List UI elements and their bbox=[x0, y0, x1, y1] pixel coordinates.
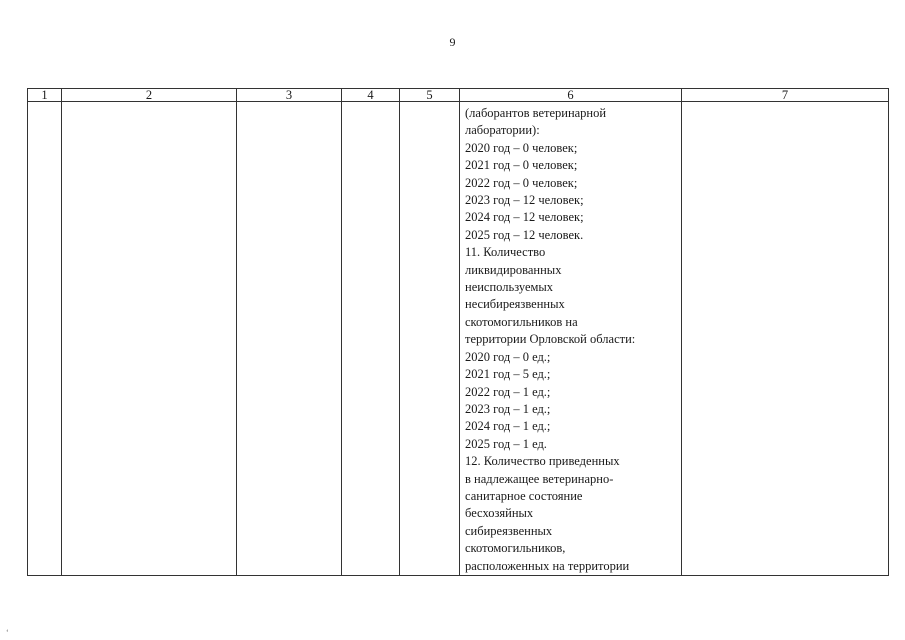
scan-mark: ‘ bbox=[6, 628, 9, 637]
cell-col-5 bbox=[400, 102, 460, 576]
document-table bbox=[27, 88, 889, 576]
column-header-6: 6 bbox=[460, 89, 682, 102]
text-line: лаборатории): bbox=[465, 123, 540, 138]
text-line: 2024 год – 12 человек; bbox=[465, 210, 584, 225]
cell-col-2 bbox=[62, 102, 237, 576]
text-line: несибиреязвенных bbox=[465, 297, 565, 312]
text-line: скотомогильников, bbox=[465, 541, 566, 556]
cell-col-6 bbox=[460, 102, 682, 576]
text-line: в надлежащее ветеринарно- bbox=[465, 471, 614, 486]
text-line: ликвидированных bbox=[465, 262, 562, 277]
column-header-3: 3 bbox=[237, 89, 342, 102]
text-line: 12. Количество приведенных bbox=[465, 454, 620, 469]
text-line: сибиреязвенных bbox=[465, 523, 553, 538]
cell-col-1 bbox=[28, 102, 62, 576]
text-line: территории Орловской области: bbox=[465, 332, 636, 347]
text-line: 2025 год – 1 ед. bbox=[465, 436, 547, 451]
cell-col-7 bbox=[682, 102, 889, 576]
indicator-text bbox=[460, 102, 681, 575]
text-line: 2021 год – 5 ед.; bbox=[465, 367, 551, 382]
cell-col-4 bbox=[342, 102, 400, 576]
text-line: 2024 год – 1 ед.; bbox=[465, 419, 551, 434]
column-header-4: 4 bbox=[342, 89, 400, 102]
header-row bbox=[28, 89, 889, 102]
table-row bbox=[28, 102, 889, 576]
text-line: расположенных на территории bbox=[465, 558, 630, 573]
text-line: 2023 год – 12 человек; bbox=[465, 193, 584, 208]
text-line: 2022 год – 0 человек; bbox=[465, 175, 578, 190]
column-header-5: 5 bbox=[400, 89, 460, 102]
text-line: санитарное состояние bbox=[465, 488, 583, 503]
column-header-2: 2 bbox=[62, 89, 237, 102]
text-line: 2022 год – 1 ед.; bbox=[465, 384, 551, 399]
text-line: бесхозяйных bbox=[465, 506, 534, 521]
text-line: 2020 год – 0 ед.; bbox=[465, 349, 551, 364]
text-line: скотомогильников на bbox=[465, 314, 578, 329]
text-line: 2021 год – 0 человек; bbox=[465, 158, 578, 173]
cell-col-3 bbox=[237, 102, 342, 576]
column-header-7: 7 bbox=[682, 89, 889, 102]
text-line: 2020 год – 0 человек; bbox=[465, 140, 578, 155]
column-header-1: 1 bbox=[28, 89, 62, 102]
page-number: 9 bbox=[449, 35, 456, 49]
text-line: 2025 год – 12 человек. bbox=[465, 227, 584, 242]
text-line: (лаборантов ветеринарной bbox=[465, 106, 607, 120]
text-line: 2023 год – 1 ед.; bbox=[465, 401, 551, 416]
text-line: неиспользуемых bbox=[465, 280, 554, 295]
text-line: 11. Количество bbox=[465, 245, 546, 260]
